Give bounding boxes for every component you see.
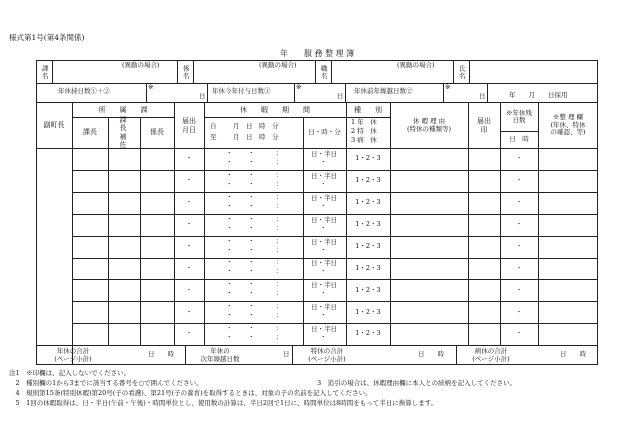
shubetsu-options: 1・2・3 [355, 241, 381, 250]
kurikoshi-label: 年休前年繰越日数② [354, 87, 413, 95]
todokede-dot: ・ [185, 198, 193, 206]
kurikoshi-unit: 日 [479, 92, 486, 100]
day-dot: ・ [248, 201, 255, 210]
todokede-dot: ・ [185, 329, 193, 338]
page-title: 年 服 務 整 理 簿 [280, 49, 355, 58]
month-dot: ・ [226, 170, 233, 179]
time-colon: ： [276, 333, 283, 342]
note-mark-1: ※ [148, 83, 154, 91]
day-dot: ・ [248, 245, 255, 254]
note-1: 注1 ※印欄は、記入しないでください。 [9, 369, 131, 377]
nenkyu-total-unit: 日 時 [148, 350, 174, 358]
month-dot: ・ [226, 258, 233, 267]
month-dot: ・ [226, 223, 233, 232]
time-colon: ： [276, 324, 283, 333]
month-dot: ・ [226, 214, 233, 223]
shubetsu-options: 1・2・3 [355, 263, 381, 272]
time-colon: ： [276, 236, 283, 245]
unit-dot: ・ [320, 311, 327, 320]
zan-dot: ・ [515, 285, 523, 294]
col-shozoku: 所 属 課 [98, 105, 148, 114]
shubetsu-options: 1・2・3 [355, 285, 381, 294]
day-dot: ・ [248, 170, 255, 179]
tokkyu-total-label: 特休の合計 (ページ小計) [308, 347, 346, 363]
ka-label: 課名 [40, 64, 49, 80]
time-colon: ： [276, 214, 283, 223]
zan-dot: ・ [515, 329, 523, 338]
day-half-option: 日・半日 [311, 281, 337, 290]
day-half-option: 日・半日 [311, 237, 337, 246]
unit-dot: ・ [320, 333, 327, 342]
unit-dot: ・ [320, 201, 327, 210]
ji-datetime: 月 日 時 分 [233, 122, 279, 130]
day-half-option: 日・半日 [311, 149, 337, 158]
time-colon: ： [276, 223, 283, 232]
month-dot: ・ [226, 311, 233, 320]
time-colon: ： [276, 311, 283, 320]
unit-dot: ・ [320, 245, 327, 254]
note-2: 2 種別欄の1から3までに該当する番号を○で囲んでください。 [9, 379, 203, 387]
shubetsu-options: 1・2・3 [355, 219, 381, 228]
day-dot: ・ [248, 223, 255, 232]
jinen-label: 年休の 次年繰越日数 [200, 347, 240, 363]
todokede-dot: ・ [185, 219, 193, 228]
shoku-label: 職名 [319, 64, 328, 80]
kacho-hosa-text: 課長補佐 [119, 116, 129, 149]
col-kacho: 課長 [83, 128, 97, 137]
shubetsu-options: 1・2・3 [355, 307, 381, 316]
todokede-dot: ・ [185, 263, 193, 272]
todokede-date-text: 届出月日 [182, 117, 196, 134]
shubetsu-opt-2: 2 特 休 [351, 127, 377, 135]
time-colon: ： [276, 148, 283, 157]
day-dot: ・ [248, 324, 255, 333]
time-colon: ： [276, 289, 283, 298]
day-dot: ・ [248, 311, 255, 320]
unit-dot: ・ [320, 289, 327, 298]
time-colon: ： [276, 192, 283, 201]
jinen-unit: 日 [283, 350, 290, 358]
col-seiri: ※整 理 欄 (年休、特休 の確認、等) [550, 113, 586, 137]
todokede-dot: ・ [185, 241, 193, 250]
col-todokede-date [174, 103, 204, 148]
time-colon: ： [276, 179, 283, 188]
day-dot: ・ [248, 192, 255, 201]
todokede-dot: ・ [185, 176, 193, 185]
note-3: 3 追引の場合は、休暇理由欄に本人との続柄を記入してください。 [317, 379, 517, 387]
day-dot: ・ [248, 236, 255, 245]
month-dot: ・ [226, 148, 233, 157]
month-dot: ・ [226, 280, 233, 289]
month-dot: ・ [226, 157, 233, 166]
day-half-option: 日・半日 [311, 259, 337, 268]
todoke-in-text: 届出印 [477, 117, 491, 134]
col-fukuchocho: 副町長 [43, 121, 65, 130]
col-zan [500, 103, 538, 131]
day-half-option: 日・半日 [311, 325, 337, 334]
ka-ibun-note: (異動の場合) [122, 61, 160, 69]
month-dot: ・ [226, 333, 233, 342]
time-colon: ： [276, 245, 283, 254]
ji-label: 自 [210, 122, 217, 130]
form-code: 様式第1号(第4条関係) [9, 33, 85, 42]
time-colon: ： [276, 157, 283, 166]
month-dot: ・ [226, 236, 233, 245]
kakari-ibun-note: (異動の場合) [259, 61, 297, 69]
kakari-label: 係名 [181, 64, 190, 80]
day-dot: ・ [248, 267, 255, 276]
col-todoke-in [468, 103, 500, 148]
shubetsu-options: 1・2・3 [355, 154, 381, 163]
zan-dot: ・ [515, 263, 523, 272]
itaru-label: 至 [210, 133, 217, 141]
shubetsu-options: 1・2・3 [355, 176, 381, 185]
byokyu-total-unit: 日 時 [560, 350, 586, 358]
day-half-option: 日・半日 [311, 171, 337, 180]
note-5: 5 1回の休暇取得は、日・半日(午前・午後)・時間単位とし、使用数の計算は、半日2回で1日に、時間単位は8時間をもって半日に換算します。 [9, 399, 438, 407]
mochi-label: 年休持日数①＋② [58, 87, 110, 95]
day-dot: ・ [248, 214, 255, 223]
note-mark-2: ※ [296, 83, 302, 91]
col-kakaricho: 係長 [150, 128, 164, 137]
day-half-option: 日・半日 [311, 193, 337, 202]
day-dot: ・ [248, 289, 255, 298]
shubetsu-opt-3: 3 病 休 [351, 136, 377, 144]
day-dot: ・ [248, 148, 255, 157]
zan-dot: ・ [515, 198, 523, 206]
note-mark-3: ※ [445, 83, 451, 91]
time-colon: ： [276, 267, 283, 276]
month-dot: ・ [226, 289, 233, 298]
todokede-dot: ・ [185, 285, 193, 294]
day-half-option: 日・半日 [311, 215, 337, 224]
shubetsu-opt-1: 1 年 休 [351, 118, 377, 126]
day-dot: ・ [248, 179, 255, 188]
col-kyuka-kikan: 休 暇 期 間 [240, 105, 310, 114]
note-4: 4 規則第15条(特別休暇)第20号(子の看護)、第21号(子の養育)を取得するときは、対象の子の名前を記入してください。 [9, 389, 372, 397]
month-dot: ・ [226, 245, 233, 254]
fuyo-unit: 日 [337, 92, 344, 100]
col-zan-unit: 日 時 [509, 134, 529, 143]
zan-text: ※年休残日数 [506, 108, 532, 124]
unit-dot: ・ [320, 179, 327, 188]
day-dot: ・ [248, 302, 255, 311]
zan-dot: ・ [515, 241, 523, 250]
month-dot: ・ [226, 302, 233, 311]
mochi-unit: 日 [199, 92, 206, 100]
tokkyu-total-unit: 日 時 [418, 350, 444, 358]
time-colon: ： [276, 280, 283, 289]
zan-dot: ・ [515, 307, 523, 316]
zan-dot: ・ [515, 219, 523, 228]
nenkyu-total-label: 年休の合計 (ページ小計) [54, 347, 92, 363]
time-colon: ： [276, 258, 283, 267]
shubetsu-options: 1・2・3 [355, 329, 381, 338]
day-dot: ・ [248, 258, 255, 267]
shi-label: 氏名 [457, 64, 466, 80]
month-dot: ・ [226, 179, 233, 188]
unit-dot: ・ [320, 267, 327, 276]
col-shubetsu: 種 別 [354, 105, 382, 114]
day-dot: ・ [248, 157, 255, 166]
month-dot: ・ [226, 267, 233, 276]
byokyu-total-label: 病休の合計 (ページ小計) [472, 347, 510, 363]
col-unit: 日・時・分 [308, 127, 341, 136]
todokede-dot: ・ [185, 154, 193, 163]
shoku-ibun-note: (異動の場合) [397, 61, 435, 69]
day-half-option: 日・半日 [311, 303, 337, 312]
itaru-datetime: 月 日 時 分 [233, 133, 279, 141]
col-riyu: 休 暇 理 由 (特休の種類等) [406, 117, 452, 133]
zan-dot: ・ [515, 176, 523, 185]
shubetsu-options: 1・2・3 [355, 198, 381, 206]
day-dot: ・ [248, 333, 255, 342]
todokede-dot: ・ [185, 307, 193, 316]
month-dot: ・ [226, 201, 233, 210]
time-colon: ： [276, 201, 283, 210]
month-dot: ・ [226, 324, 233, 333]
unit-dot: ・ [320, 223, 327, 232]
day-dot: ・ [248, 280, 255, 289]
saiyo-label: 年 月 日採用 [509, 91, 568, 99]
time-colon: ： [276, 302, 283, 311]
fuyo-label: 年休今年付与日数① [212, 87, 271, 95]
unit-dot: ・ [320, 157, 327, 166]
col-kacho-hosa [108, 117, 140, 148]
time-colon: ： [276, 170, 283, 179]
zan-dot: ・ [515, 154, 523, 163]
month-dot: ・ [226, 192, 233, 201]
